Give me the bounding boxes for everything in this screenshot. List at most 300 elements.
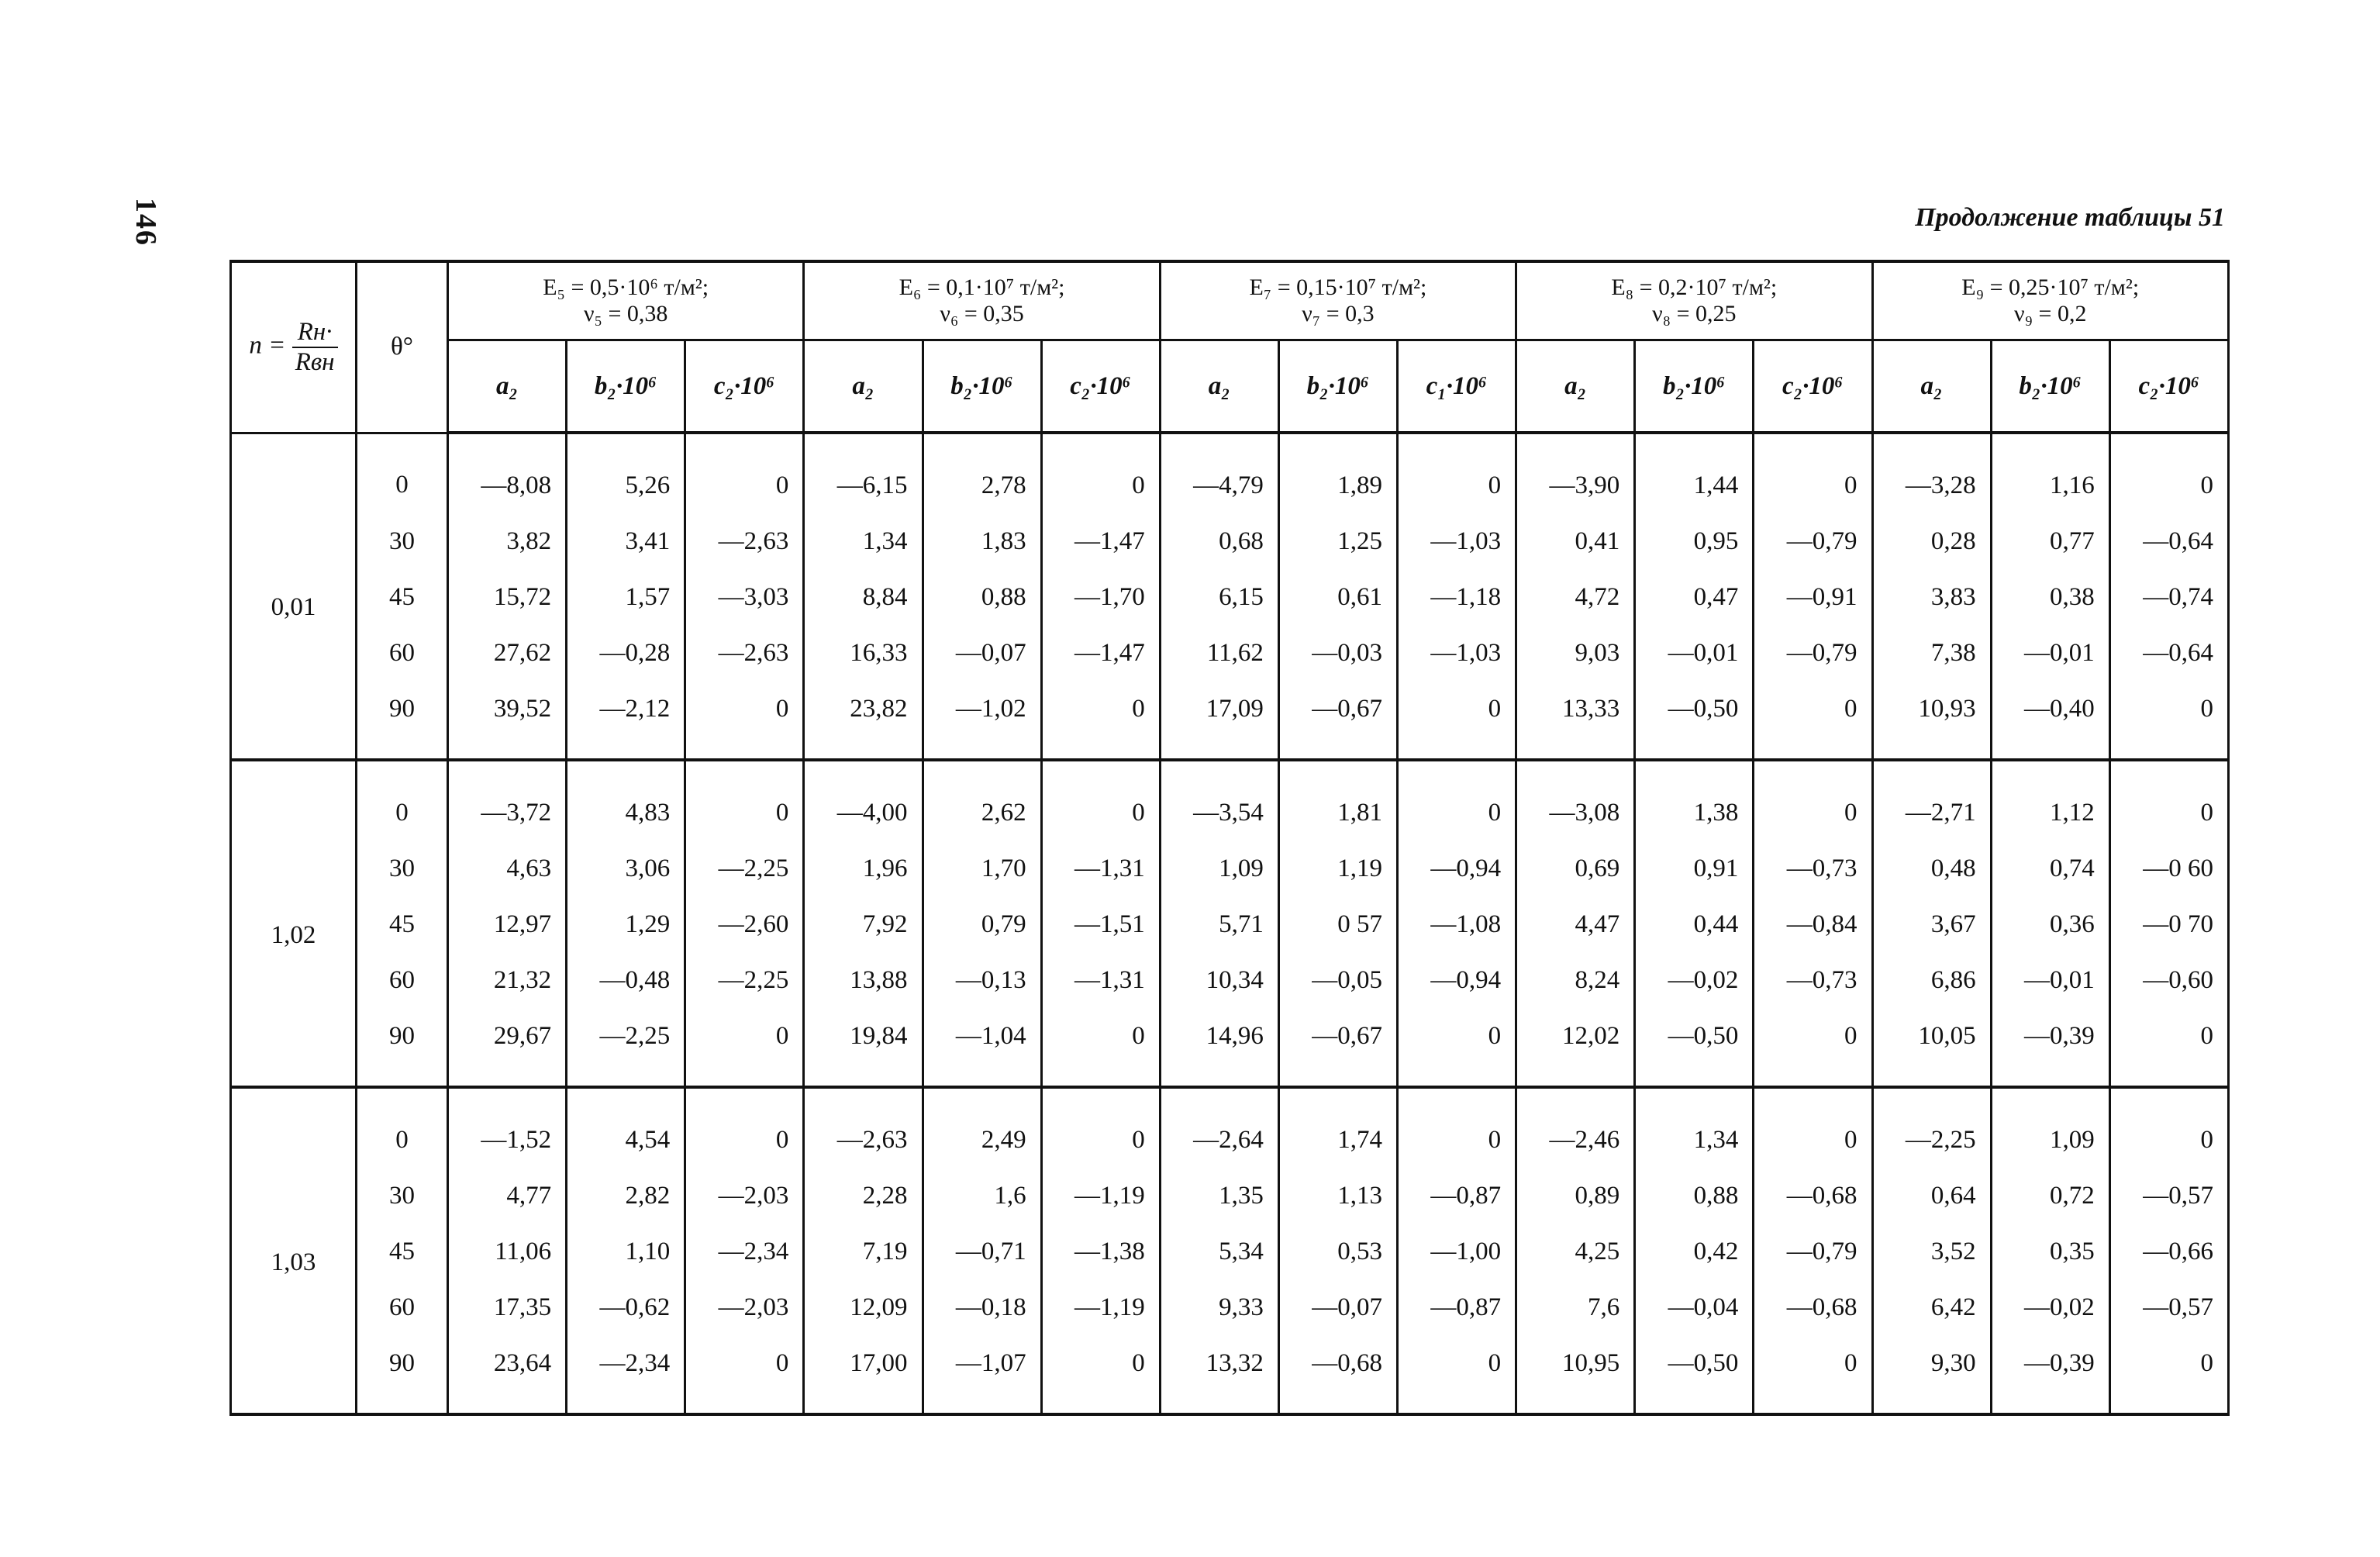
table-cell: 0 [1754, 1008, 1872, 1087]
table-cell: 0 [1754, 433, 1872, 513]
table-cell: —1,31 [1041, 841, 1160, 896]
table-row [231, 841, 2229, 896]
table-cell: —0,62 [567, 1279, 685, 1335]
group-poisson: ν₅ = 0,38 [583, 301, 668, 326]
table-cell: 0 [1754, 1087, 1872, 1168]
group-poisson: ν₆ = 0,35 [940, 301, 1024, 326]
table-cell: 13,33 [1516, 681, 1635, 760]
table-cell: 6,86 [1872, 952, 1991, 1008]
column-header-label: b₂·10⁶ [950, 371, 1013, 400]
table-cell: 0 [1754, 760, 1872, 841]
table-cell: 1,89 [1278, 433, 1397, 513]
table-cell: 0,68 [1160, 513, 1278, 569]
table-cell: 0,38 [1991, 569, 2109, 625]
n-ratio-block [231, 433, 2229, 760]
table-row [231, 513, 2229, 569]
n-ratio-value: 1,02 [231, 760, 357, 1087]
table-cell: —4,00 [804, 760, 923, 841]
table-cell: —2,46 [1516, 1087, 1635, 1168]
column-header-label: c₂·10⁶ [2138, 371, 2200, 400]
table-cell: 13,32 [1160, 1335, 1278, 1414]
table-cell: —0,39 [1991, 1335, 2109, 1414]
table-cell: —0,13 [923, 952, 1041, 1008]
table-cell: 17,35 [448, 1279, 567, 1335]
table-cell: 4,83 [567, 760, 685, 841]
column-header [804, 340, 923, 433]
table-cell: —0,03 [1278, 625, 1397, 681]
column-header-label: a₂ [1208, 371, 1230, 400]
table-row [231, 760, 2229, 841]
table-cell: 0,74 [1991, 841, 2109, 896]
n-label: n = [249, 331, 286, 360]
column-header [1041, 340, 1160, 433]
table-cell: 1,09 [1991, 1087, 2109, 1168]
group-poisson: ν₉ = 0,2 [2014, 301, 2087, 326]
table-cell: 0 [1398, 681, 1516, 760]
table-cell: —0,02 [1991, 1279, 2109, 1335]
column-header [1278, 340, 1397, 433]
column-header [1991, 340, 2109, 433]
table-cell: 0,89 [1516, 1168, 1635, 1224]
table-cell: 12,09 [804, 1279, 923, 1335]
column-header-label: b₂·10⁶ [1306, 371, 1370, 400]
table-cell: —2,64 [1160, 1087, 1278, 1168]
table-cell: —0,01 [1635, 625, 1754, 681]
table-cell: —0,28 [567, 625, 685, 681]
table-cell: 0 [1398, 1087, 1516, 1168]
theta-value: 30 [357, 513, 448, 569]
table-cell: —0,68 [1754, 1279, 1872, 1335]
table-cell: —2,25 [685, 841, 804, 896]
column-header-label: a₂ [496, 371, 519, 400]
table-cell: —1,18 [1398, 569, 1516, 625]
table-cell: 17,00 [804, 1335, 923, 1414]
table-cell: 10,05 [1872, 1008, 1991, 1087]
table-cell: 0,28 [1872, 513, 1991, 569]
column-header-label: c₂·10⁶ [1782, 371, 1844, 400]
table-cell: 4,54 [567, 1087, 685, 1168]
table-cell: 0,77 [1991, 513, 2109, 569]
table-row [231, 1087, 2229, 1168]
table-cell: 0 57 [1278, 896, 1397, 952]
column-header [448, 340, 567, 433]
table-row [231, 1224, 2229, 1279]
table-cell: 2,49 [923, 1087, 1041, 1168]
table-cell: —0,40 [1991, 681, 2109, 760]
table-cell: 3,41 [567, 513, 685, 569]
column-header [1635, 340, 1754, 433]
table-cell: —0,01 [1991, 625, 2109, 681]
table-cell: 10,95 [1516, 1335, 1635, 1414]
table-cell: —2,12 [567, 681, 685, 760]
table-cell: —2,63 [685, 513, 804, 569]
group-modulus: E₆ = 0,1·10⁷ т/м²; [899, 274, 1065, 300]
table-cell: —0,66 [2109, 1224, 2228, 1279]
table-cell: —1,08 [1398, 896, 1516, 952]
column-header [1516, 340, 1635, 433]
table-cell: 23,82 [804, 681, 923, 760]
table-cell: 3,52 [1872, 1224, 1991, 1279]
column-header [1872, 340, 1991, 433]
column-header-label: a₂ [1920, 371, 1943, 400]
table-cell: 12,97 [448, 896, 567, 952]
table-cell: —0,74 [2109, 569, 2228, 625]
table-row [231, 1335, 2229, 1414]
theta-value: 60 [357, 952, 448, 1008]
table-cell: —0,73 [1754, 952, 1872, 1008]
table-row [231, 433, 2229, 513]
table-cell: 1,10 [567, 1224, 685, 1279]
table-cell: 0 [685, 433, 804, 513]
table-cell: 23,64 [448, 1335, 567, 1414]
table-cell: —0,73 [1754, 841, 1872, 896]
table-cell: 6,15 [1160, 569, 1278, 625]
table-cell: —2,03 [685, 1279, 804, 1335]
table-cell: —1,02 [923, 681, 1041, 760]
theta-value: 45 [357, 1224, 448, 1279]
table-cell: 5,34 [1160, 1224, 1278, 1279]
table-cell: —2,60 [685, 896, 804, 952]
table-cell: 5,71 [1160, 896, 1278, 952]
table-cell: —0,39 [1991, 1008, 2109, 1087]
table-cell: 9,33 [1160, 1279, 1278, 1335]
table-cell: 0 [1041, 1008, 1160, 1087]
table-cell: —0,67 [1278, 681, 1397, 760]
table-cell: 4,72 [1516, 569, 1635, 625]
table-cell: 1,13 [1278, 1168, 1397, 1224]
theta-value: 45 [357, 569, 448, 625]
table-cell: —0,68 [1754, 1168, 1872, 1224]
table-cell: —1,38 [1041, 1224, 1160, 1279]
table-cell: 10,34 [1160, 952, 1278, 1008]
table-cell: —2,25 [685, 952, 804, 1008]
group-poisson: ν₈ = 0,25 [1652, 301, 1737, 326]
table-cell: 13,88 [804, 952, 923, 1008]
table-cell: —2,25 [567, 1008, 685, 1087]
column-header-label: c₂·10⁶ [1070, 371, 1132, 400]
table-cell: 0 [685, 1335, 804, 1414]
table-cell: 1,44 [1635, 433, 1754, 513]
table-row [231, 896, 2229, 952]
table-cell: 0,35 [1991, 1224, 2109, 1279]
table-cell: 0 [2109, 1008, 2228, 1087]
table-cell: —1,04 [923, 1008, 1041, 1087]
table-cell: 0 [2109, 681, 2228, 760]
table-cell: 4,63 [448, 841, 567, 896]
n-ratio-value: 0,01 [231, 433, 357, 760]
table-cell: 3,06 [567, 841, 685, 896]
table-cell: 7,6 [1516, 1279, 1635, 1335]
table-cell: —1,47 [1041, 625, 1160, 681]
table-cell: 2,82 [567, 1168, 685, 1224]
table-cell: —0,50 [1635, 1335, 1754, 1414]
table-cell: —0,79 [1754, 625, 1872, 681]
table-cell: 0 [1398, 1335, 1516, 1414]
table-row [231, 1168, 2229, 1224]
table-cell: 8,84 [804, 569, 923, 625]
table-cell: 0,72 [1991, 1168, 2109, 1224]
table-cell: 0,88 [1635, 1168, 1754, 1224]
table-cell: 1,96 [804, 841, 923, 896]
column-header-label: b₂·10⁶ [594, 371, 657, 400]
table-cell: —0,04 [1635, 1279, 1754, 1335]
column-header-label: c₁·10⁶ [1426, 371, 1488, 400]
table-cell: 1,09 [1160, 841, 1278, 896]
table-cell: 1,81 [1278, 760, 1397, 841]
page-number: 146 [129, 198, 162, 247]
group-header-e6 [804, 261, 1160, 340]
table-cell: 0,41 [1516, 513, 1635, 569]
table-cell: 1,19 [1278, 841, 1397, 896]
table-cell: 0,64 [1872, 1168, 1991, 1224]
table-cell: 29,67 [448, 1008, 567, 1087]
group-modulus: E₅ = 0,5·10⁶ т/м²; [543, 274, 709, 300]
table-cell: 0,88 [923, 569, 1041, 625]
table-cell: —0,07 [1278, 1279, 1397, 1335]
table-cell: 0,91 [1635, 841, 1754, 896]
table-cell: 0 [2109, 1335, 2228, 1414]
table-cell: —2,63 [685, 625, 804, 681]
table-cell: 12,02 [1516, 1008, 1635, 1087]
table-cell: —0,79 [1754, 1224, 1872, 1279]
table-cell: —2,71 [1872, 760, 1991, 841]
table-cell: 4,47 [1516, 896, 1635, 952]
n-fraction [292, 318, 338, 377]
group-header-e9 [1872, 261, 2229, 340]
table-cell: —1,03 [1398, 625, 1516, 681]
group-modulus: E₉ = 0,25·10⁷ т/м²; [1961, 274, 2140, 300]
table-row [231, 569, 2229, 625]
theta-value: 0 [357, 760, 448, 841]
table-cell: —2,25 [1872, 1087, 1991, 1168]
table-cell: 0 [685, 1087, 804, 1168]
column-header-label: a₂ [852, 371, 874, 400]
table-cell: —0 70 [2109, 896, 2228, 952]
theta-value: 45 [357, 896, 448, 952]
table-cell: 0,44 [1635, 896, 1754, 952]
table-cell: 9,03 [1516, 625, 1635, 681]
table-cell: 0 [1754, 1335, 1872, 1414]
table-cell: 16,33 [804, 625, 923, 681]
table-cell: 0,47 [1635, 569, 1754, 625]
column-header [2109, 340, 2228, 433]
column-header [1398, 340, 1516, 433]
table-cell: 0,61 [1278, 569, 1397, 625]
table-cell: —0,60 [2109, 952, 2228, 1008]
table-cell: 7,38 [1872, 625, 1991, 681]
table-cell: 21,32 [448, 952, 567, 1008]
table-row [231, 952, 2229, 1008]
table-cell: —0,18 [923, 1279, 1041, 1335]
table-cell: —0,87 [1398, 1279, 1516, 1335]
table-cell: 1,34 [804, 513, 923, 569]
table-cell: 1,35 [1160, 1168, 1278, 1224]
table-cell: 5,26 [567, 433, 685, 513]
table-cell: 27,62 [448, 625, 567, 681]
group-modulus: E₇ = 0,15·10⁷ т/м²; [1249, 274, 1427, 300]
table-continuation-title: Продолжение таблицы 51 [1915, 203, 2225, 232]
table-cell: 14,96 [1160, 1008, 1278, 1087]
column-header-label: b₂·10⁶ [1662, 371, 1726, 400]
table-cell: 19,84 [804, 1008, 923, 1087]
n-ratio-header [231, 261, 357, 433]
group-header-e7 [1160, 261, 1516, 340]
theta-header: θ° [357, 261, 448, 433]
column-header [685, 340, 804, 433]
table-cell: 11,06 [448, 1224, 567, 1279]
table-cell: —0,79 [1754, 513, 1872, 569]
table-cell: 2,62 [923, 760, 1041, 841]
table-cell: 1,83 [923, 513, 1041, 569]
column-header [1160, 340, 1278, 433]
n-ratio-block [231, 1087, 2229, 1414]
table-cell: 0 [1041, 681, 1160, 760]
table-cell: —1,19 [1041, 1168, 1160, 1224]
table-cell: 0,42 [1635, 1224, 1754, 1279]
table-cell: —1,00 [1398, 1224, 1516, 1279]
theta-value: 30 [357, 1168, 448, 1224]
n-ratio-value: 1,03 [231, 1087, 357, 1414]
table-cell: —0,48 [567, 952, 685, 1008]
table-cell: —0,67 [1278, 1008, 1397, 1087]
n-numerator: Rн· [292, 318, 338, 348]
column-header-label: c₂·10⁶ [713, 371, 775, 400]
table-cell: —0,50 [1635, 1008, 1754, 1087]
table-cell: 0 [2109, 1087, 2228, 1168]
table-cell: 11,62 [1160, 625, 1278, 681]
table-cell: 0 [685, 1008, 804, 1087]
table-cell: 8,24 [1516, 952, 1635, 1008]
column-header-label: a₂ [1564, 371, 1587, 400]
table-cell: 0 [1041, 760, 1160, 841]
table-cell: 17,09 [1160, 681, 1278, 760]
table-cell: 4,25 [1516, 1224, 1635, 1279]
table-cell: —0,87 [1398, 1168, 1516, 1224]
table-cell: —1,07 [923, 1335, 1041, 1414]
table-cell: —8,08 [448, 433, 567, 513]
table-cell: 1,57 [567, 569, 685, 625]
table-cell: —0,57 [2109, 1168, 2228, 1224]
table-cell: 0 [2109, 760, 2228, 841]
table-cell: 1,34 [1635, 1087, 1754, 1168]
table-cell: 0 [1041, 1335, 1160, 1414]
n-denominator: Rвн [295, 347, 335, 376]
table-cell: —0,07 [923, 625, 1041, 681]
theta-value: 90 [357, 1008, 448, 1087]
column-header [923, 340, 1041, 433]
table-cell: —2,03 [685, 1168, 804, 1224]
table-cell: —0,50 [1635, 681, 1754, 760]
table-cell: 0,53 [1278, 1224, 1397, 1279]
table-cell: 7,19 [804, 1224, 923, 1279]
table-cell: 0,69 [1516, 841, 1635, 896]
table-cell: —0,94 [1398, 841, 1516, 896]
table-cell: 0,48 [1872, 841, 1991, 896]
table-cell: 39,52 [448, 681, 567, 760]
table-cell: 7,92 [804, 896, 923, 952]
theta-value: 60 [357, 625, 448, 681]
table-cell: —0,01 [1991, 952, 2109, 1008]
table-cell: 4,77 [448, 1168, 567, 1224]
table-cell: 1,74 [1278, 1087, 1397, 1168]
table-cell: —0 60 [2109, 841, 2228, 896]
table-cell: —0,64 [2109, 513, 2228, 569]
table-cell: —0,02 [1635, 952, 1754, 1008]
table-cell: 3,82 [448, 513, 567, 569]
group-header-e8 [1516, 261, 1872, 340]
theta-value: 0 [357, 1087, 448, 1168]
table-cell: 3,67 [1872, 896, 1991, 952]
table-cell: 0 [1398, 760, 1516, 841]
table-header [231, 261, 2229, 433]
table-cell: 1,29 [567, 896, 685, 952]
table-cell: 0 [1754, 681, 1872, 760]
group-header-e5 [448, 261, 804, 340]
table-cell: —2,34 [685, 1224, 804, 1279]
column-subheader-row [231, 340, 2229, 433]
table-cell: —2,63 [804, 1087, 923, 1168]
table-cell: 0 [2109, 433, 2228, 513]
table-cell: 10,93 [1872, 681, 1991, 760]
table-cell: —0,05 [1278, 952, 1397, 1008]
table-cell: 0 [1041, 1087, 1160, 1168]
data-table [229, 260, 2230, 1416]
table-cell: 0,95 [1635, 513, 1754, 569]
theta-value: 30 [357, 841, 448, 896]
table-cell: —4,79 [1160, 433, 1278, 513]
table-cell: 2,78 [923, 433, 1041, 513]
table-row [231, 625, 2229, 681]
table-cell: 0 [1398, 433, 1516, 513]
table-cell: —0,71 [923, 1224, 1041, 1279]
table-cell: —1,52 [448, 1087, 567, 1168]
column-header [1754, 340, 1872, 433]
table-cell: —1,70 [1041, 569, 1160, 625]
table-cell: 1,6 [923, 1168, 1041, 1224]
table-cell: 9,30 [1872, 1335, 1991, 1414]
table-cell: —0,84 [1754, 896, 1872, 952]
table-cell: —3,08 [1516, 760, 1635, 841]
table-cell: —3,72 [448, 760, 567, 841]
table-cell: —1,47 [1041, 513, 1160, 569]
table-cell: 1,25 [1278, 513, 1397, 569]
table-row [231, 1008, 2229, 1087]
group-modulus: E₈ = 0,2·10⁷ т/м²; [1611, 274, 1778, 300]
table-cell: —0,64 [2109, 625, 2228, 681]
table-cell: 15,72 [448, 569, 567, 625]
table-cell: 1,12 [1991, 760, 2109, 841]
table-cell: —3,28 [1872, 433, 1991, 513]
table-cell: 0 [685, 681, 804, 760]
data-table-container [229, 260, 2230, 1416]
table-cell: —1,19 [1041, 1279, 1160, 1335]
table-cell: —0,68 [1278, 1335, 1397, 1414]
table-cell: —0,94 [1398, 952, 1516, 1008]
table-cell: 1,38 [1635, 760, 1754, 841]
table-cell: —1,31 [1041, 952, 1160, 1008]
column-header-label: b₂·10⁶ [2019, 371, 2082, 400]
table-cell: —0,57 [2109, 1279, 2228, 1335]
theta-value: 90 [357, 681, 448, 760]
theta-value: 60 [357, 1279, 448, 1335]
theta-value: 90 [357, 1335, 448, 1414]
table-cell: —1,51 [1041, 896, 1160, 952]
table-cell: —1,03 [1398, 513, 1516, 569]
table-cell: —0,91 [1754, 569, 1872, 625]
group-poisson: ν₇ = 0,3 [1302, 301, 1375, 326]
table-cell: —3,54 [1160, 760, 1278, 841]
table-cell: 0 [1398, 1008, 1516, 1087]
